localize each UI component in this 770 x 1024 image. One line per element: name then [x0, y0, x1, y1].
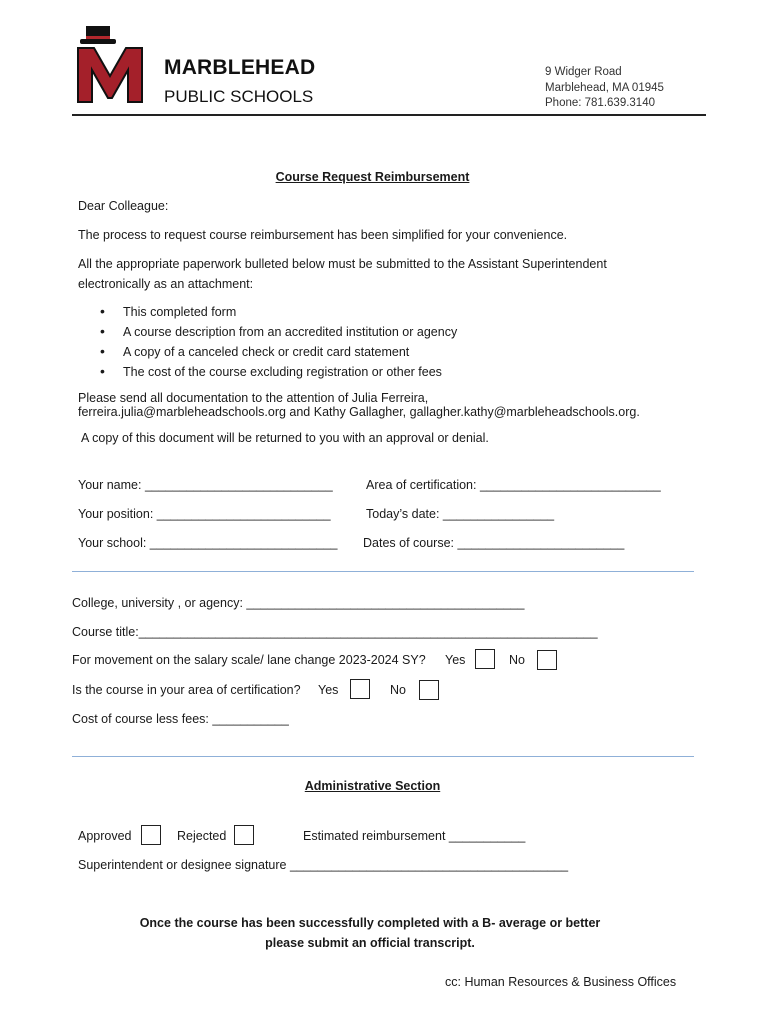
paragraph-requirements-line1: All the appropriate paperwork bulleted below must be submitted to the Assistant Superintendent [78, 257, 607, 271]
cost-field[interactable]: Cost of course less fees: ___________ [72, 712, 289, 726]
send-instructions-line2: ferreira.julia@marbleheadschools.org and Kathy Gallagher, gallagher.kathy@marbleheadschools.org. [78, 405, 640, 419]
cc-line: cc: Human Resources & Business Offices [445, 975, 677, 989]
bullet-icon: • [100, 343, 105, 359]
send-instructions-line1: Please send all documentation to the attention of Julia Ferreira, [78, 391, 429, 405]
address-street: 9 Widger Road [545, 66, 622, 78]
bullet-item: This completed form [123, 305, 237, 319]
salary-yes-checkbox[interactable] [475, 649, 495, 669]
salary-no-label: No [509, 653, 525, 667]
area-of-certification-field[interactable]: Area of certification: __________________________ [366, 478, 661, 492]
greeting: Dear Colleague: [78, 199, 169, 213]
section-divider [72, 571, 694, 572]
bullet-icon: • [100, 363, 105, 379]
your-position-field[interactable]: Your position: _________________________ [78, 507, 331, 521]
your-name-field[interactable]: Your name: ___________________________ [78, 478, 333, 492]
signature-field[interactable]: Superintendent or designee signature ________________________________________ [78, 858, 569, 872]
area-yes-checkbox[interactable] [350, 679, 370, 699]
org-name-line1: MARBLEHEAD [164, 56, 316, 79]
transcript-note-line2: please submit an official transcript. [265, 936, 475, 950]
area-no-checkbox[interactable] [419, 680, 439, 700]
paragraph-intro: The process to request course reimbursement has been simplified for your convenience. [78, 228, 568, 242]
form-title: Course Request Reimbursement [275, 170, 470, 184]
bullet-item: The cost of the course excluding registration or other fees [123, 365, 442, 379]
copy-returned-note: A copy of this document will be returned to you with an approval or denial. [81, 431, 489, 445]
bullet-item: A copy of a canceled check or credit card statement [123, 345, 410, 359]
course-title-field[interactable]: Course title:__________________________________________________________________ [72, 625, 598, 639]
estimated-reimbursement-field[interactable]: Estimated reimbursement ___________ [303, 829, 526, 843]
bullet-icon: • [100, 303, 105, 319]
salary-scale-question: For movement on the salary scale/ lane change 2023-2024 SY? [72, 653, 426, 667]
area-no-label: No [390, 683, 406, 697]
bullet-item: A course description from an accredited institution or agency [123, 325, 458, 339]
salary-no-checkbox[interactable] [537, 650, 557, 670]
approved-label: Approved [78, 829, 132, 843]
school-logo [72, 24, 148, 106]
header-rule [72, 114, 706, 116]
transcript-note-line1: Once the course has been successfully completed with a B- average or better [139, 916, 601, 930]
section-divider [72, 756, 694, 757]
dates-of-course-field[interactable]: Dates of course: ________________________ [363, 536, 625, 550]
rejected-checkbox[interactable] [234, 825, 254, 845]
org-name-line2: PUBLIC SCHOOLS [164, 87, 314, 106]
certification-area-question: Is the course in your area of certification? [72, 683, 301, 697]
college-field[interactable]: College, university , or agency: ________________________________________ [72, 596, 525, 610]
admin-section-heading: Administrative Section [304, 779, 441, 793]
address-phone: Phone: 781.639.3140 [545, 97, 655, 109]
salary-yes-label: Yes [445, 653, 466, 667]
rejected-label: Rejected [177, 829, 227, 843]
address-city: Marblehead, MA 01945 [545, 82, 664, 94]
bullet-icon: • [100, 323, 105, 339]
your-school-field[interactable]: Your school: ___________________________ [78, 536, 338, 550]
area-yes-label: Yes [318, 683, 339, 697]
paragraph-requirements-line2: electronically as an attachment: [78, 277, 254, 291]
approved-checkbox[interactable] [141, 825, 161, 845]
todays-date-field[interactable]: Today’s date: ________________ [366, 507, 555, 521]
